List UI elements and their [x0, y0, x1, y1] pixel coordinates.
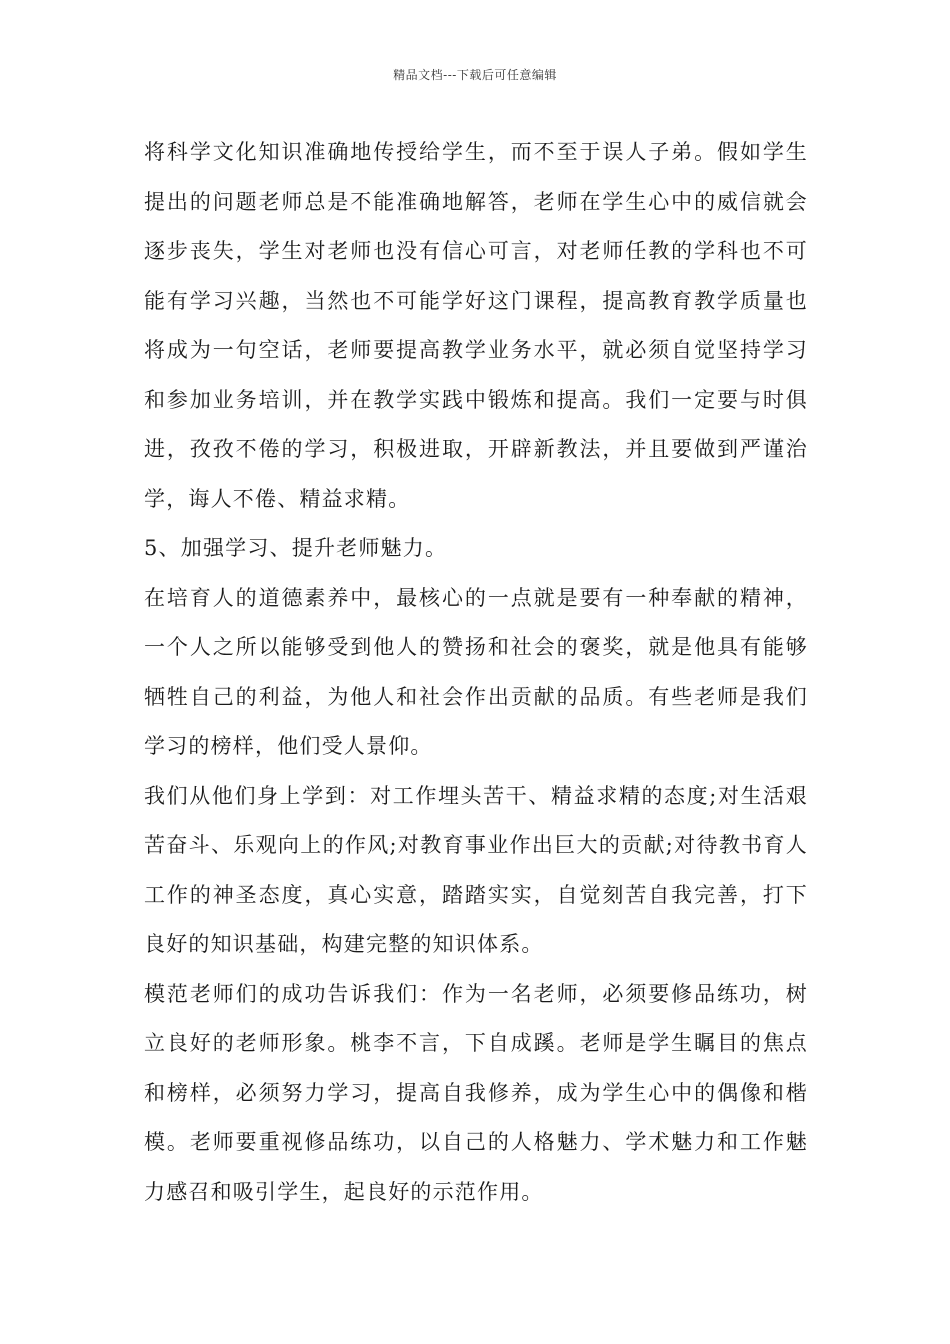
paragraph-1: 将科学文化知识准确地传授给学生，而不至于误人子弟。假如学生提出的问题老师总是不能准确地解答，老师在学生心中的威信就会逐步丧失，学生对老师也没有信心可言，对老师任教的学科也不可能有学习兴趣，当然也不可能学好这门课程，提高教育教学质量也将成为一句空话，老师要提高教学业务水平，就必须自觉坚持学习和参加业务培训，并在教学实践中锻炼和提高。我们一定要与时俱进，孜孜不倦的学习，积极进取，开辟新教法，并且要做到严谨治学，诲人不倦、精益求精。: [144, 140, 808, 511]
paragraph-2: 在培育人的道德素养中，最核心的一点就是要有一种奉献的精神，一个人之所以能够受到他人的赞扬和社会的褒奖，就是他具有能够牺牲自己的利益，为他人和社会作出贡献的品质。有些老师是我们学习的榜样，他们受人景仰。: [144, 585, 808, 758]
page-header: 精品文档---下载后可任意编辑: [393, 68, 557, 82]
document-body: [144, 128, 808, 1217]
paragraph-4: 模范老师们的成功告诉我们：作为一名老师，必须要修品练功，树立良好的老师形象。桃李不言，下自成蹊。老师是学生瞩目的焦点和榜样，必须努力学习，提高自我修养，成为学生心中的偶像和楷模。老师要重视修品练功，以自己的人格魅力、学术魅力和工作魅力感召和吸引学生，起良好的示范作用。: [144, 981, 808, 1204]
paragraph-3: 我们从他们身上学到：对工作埋头苦干、精益求精的态度;对生活艰苦奋斗、乐观向上的作风;对教育事业作出巨大的贡献;对待教书育人工作的神圣态度，真心实意，踏踏实实，自觉刻苦自我完善，打下良好的知识基础，构建完整的知识体系。: [144, 783, 808, 956]
section-heading-5: 5、加强学习、提升老师魅力。: [144, 536, 448, 560]
